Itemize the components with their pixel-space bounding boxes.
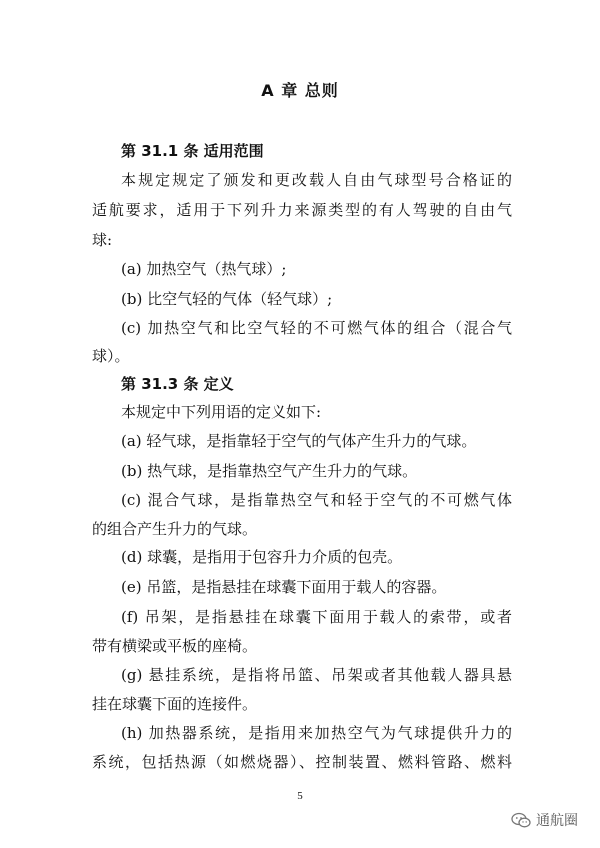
article-31-3-heading: 第 31.3 条 定义 <box>121 375 234 393</box>
definition-e: (e) 吊篮，是指悬挂在球囊下面用于载人的容器。 <box>121 578 447 596</box>
paragraph-line: 球: <box>92 231 113 249</box>
definition-f: (f) 吊架，是指悬挂在球囊下面用于载人的索带，或者 <box>121 608 512 626</box>
article-31-1-heading: 第 31.1 条 适用范围 <box>121 142 264 160</box>
page-number: 5 <box>297 790 303 802</box>
definition-g: (g) 悬挂系统，是指将吊篮、吊架或者其他载人器具悬 <box>121 666 512 684</box>
paragraph-line: 球）。 <box>92 347 130 365</box>
list-item-a: (a) 加热空气（热气球）; <box>121 260 287 278</box>
definition-h: (h) 加热器系统，是指用来加热空气为气球提供升力的 <box>121 724 512 742</box>
paragraph-line: 本规定中下列用语的定义如下: <box>121 403 322 421</box>
watermark <box>511 810 578 830</box>
list-item-c: (c) 加热空气和比空气轻的不可燃气体的组合（混合气 <box>121 319 512 337</box>
paragraph-line: 带有横梁或平板的座椅。 <box>92 637 258 655</box>
chapter-title: A 章 总则 <box>261 81 339 100</box>
list-item-b: (b) 比空气轻的气体（轻气球）; <box>121 290 333 308</box>
definition-d: (d) 球囊，是指用于包容升力介质的包壳。 <box>121 548 403 566</box>
wechat-icon <box>511 812 531 829</box>
paragraph-line: 挂在球囊下面的连接件。 <box>92 695 258 713</box>
definition-b: (b) 热气球，是指靠热空气产生升力的气球。 <box>121 462 418 480</box>
definition-c: (c) 混合气球，是指靠热空气和轻于空气的不可燃气体 <box>121 491 512 509</box>
paragraph-line: 系统，包括热源（如燃烧器）、控制装置、燃料管路、燃料 <box>92 753 512 771</box>
definition-a: (a) 轻气球，是指靠轻于空气的气体产生升力的气球。 <box>121 432 477 450</box>
watermark-text: 通航圈 <box>536 813 578 829</box>
paragraph-line: 适航要求，适用于下列升力来源类型的有人驾驶的自由气 <box>92 201 512 219</box>
paragraph-line: 的组合产生升力的气球。 <box>92 520 258 538</box>
paragraph-line: 本规定规定了颁发和更改载人自由气球型号合格证的 <box>121 171 512 189</box>
